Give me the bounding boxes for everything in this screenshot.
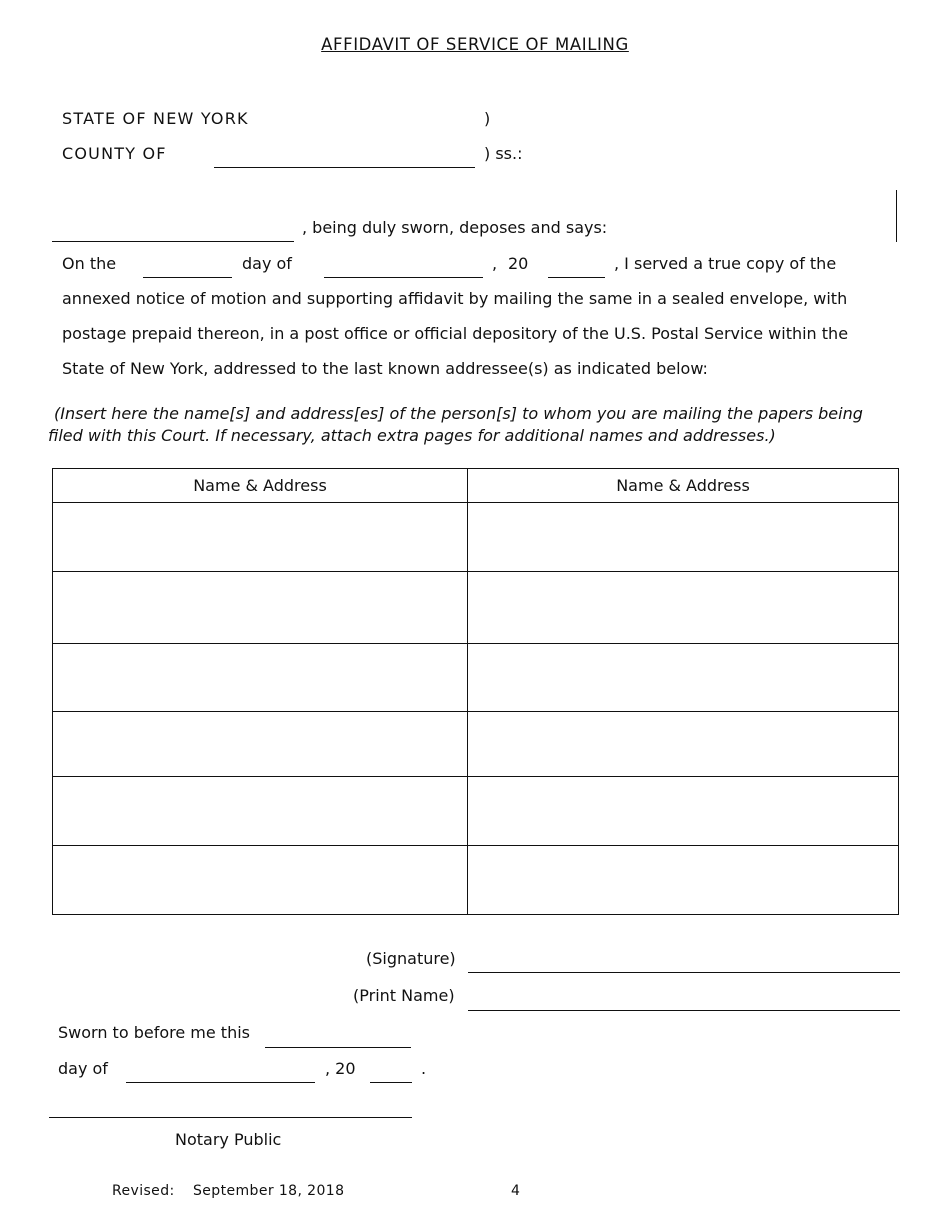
- sworn-statement: , being duly sworn, deposes and says:: [302, 218, 608, 237]
- venue-state-paren: ): [484, 109, 491, 128]
- column-header: Name & Address: [468, 469, 899, 503]
- address-cell[interactable]: [468, 503, 899, 572]
- jurat-day-field[interactable]: [265, 1047, 411, 1048]
- print-name-label: (Print Name): [353, 986, 455, 1005]
- service-line-4: State of New York, addressed to the last known addressee(s) as indicated below:: [62, 359, 708, 378]
- address-cell[interactable]: [53, 572, 468, 644]
- address-cell[interactable]: [468, 712, 899, 777]
- column-header: Name & Address: [53, 469, 468, 503]
- signature-field[interactable]: [468, 972, 900, 973]
- service-month-field[interactable]: [324, 277, 483, 278]
- address-cell[interactable]: [468, 777, 899, 846]
- table-row: [53, 572, 899, 644]
- address-cell[interactable]: [53, 503, 468, 572]
- print-name-field[interactable]: [468, 1010, 900, 1011]
- revised-label: Revised:: [112, 1183, 175, 1199]
- notary-signature-field[interactable]: [49, 1117, 412, 1118]
- county-field[interactable]: [214, 167, 475, 168]
- jurat-year-field[interactable]: [370, 1082, 412, 1083]
- table-row: [53, 503, 899, 572]
- service-line-2: annexed notice of motion and supporting affidavit by mailing the same in a sealed envelope, with: [62, 289, 848, 308]
- venue-state: STATE OF NEW YORK: [62, 109, 249, 128]
- jurat-month-field[interactable]: [126, 1082, 315, 1083]
- signature-label: (Signature): [366, 949, 456, 968]
- margin-bar: [896, 190, 897, 242]
- instructions-line-2: filed with this Court. If necessary, attach extra pages for additional names and addresses.): [48, 426, 776, 445]
- on-the-label: On the: [62, 254, 117, 273]
- table-row: [53, 846, 899, 915]
- service-year-field[interactable]: [548, 277, 605, 278]
- service-line-3: postage prepaid thereon, in a post office or official depository of the U.S. Postal Service within the: [62, 324, 849, 343]
- address-cell[interactable]: [468, 572, 899, 644]
- address-table: [52, 468, 899, 915]
- address-cell[interactable]: [53, 644, 468, 712]
- revised-date: September 18, 2018: [193, 1183, 345, 1199]
- table-row: [53, 777, 899, 846]
- venue-ss: ) ss.:: [484, 144, 523, 163]
- service-day-field[interactable]: [143, 277, 232, 278]
- venue-county-label: COUNTY OF: [62, 144, 167, 163]
- address-cell[interactable]: [53, 712, 468, 777]
- sworn-before-label: Sworn to before me this: [58, 1023, 250, 1042]
- page-number: 4: [511, 1183, 521, 1199]
- jurat-day-of-label: day of: [58, 1059, 108, 1078]
- table-row: [53, 712, 899, 777]
- day-of-label: day of: [242, 254, 292, 273]
- served-text: , I served a true copy of the: [614, 254, 837, 273]
- address-cell[interactable]: [468, 846, 899, 915]
- jurat-year-prefix: , 20: [325, 1059, 356, 1078]
- comma: ,: [492, 254, 498, 273]
- address-cell[interactable]: [53, 777, 468, 846]
- notary-label: Notary Public: [175, 1130, 282, 1149]
- table-row: [53, 644, 899, 712]
- address-cell[interactable]: [468, 644, 899, 712]
- year-prefix: 20: [508, 254, 529, 273]
- page-title: AFFIDAVIT OF SERVICE OF MAILING: [321, 35, 629, 54]
- address-cell[interactable]: [53, 846, 468, 915]
- jurat-period: .: [421, 1059, 427, 1078]
- instructions-line-1: (Insert here the name[s] and address[es] of the person[s] to whom you are mailing the papers being: [54, 404, 863, 423]
- table-header-row: [53, 469, 899, 503]
- deponent-name-field[interactable]: [52, 241, 294, 242]
